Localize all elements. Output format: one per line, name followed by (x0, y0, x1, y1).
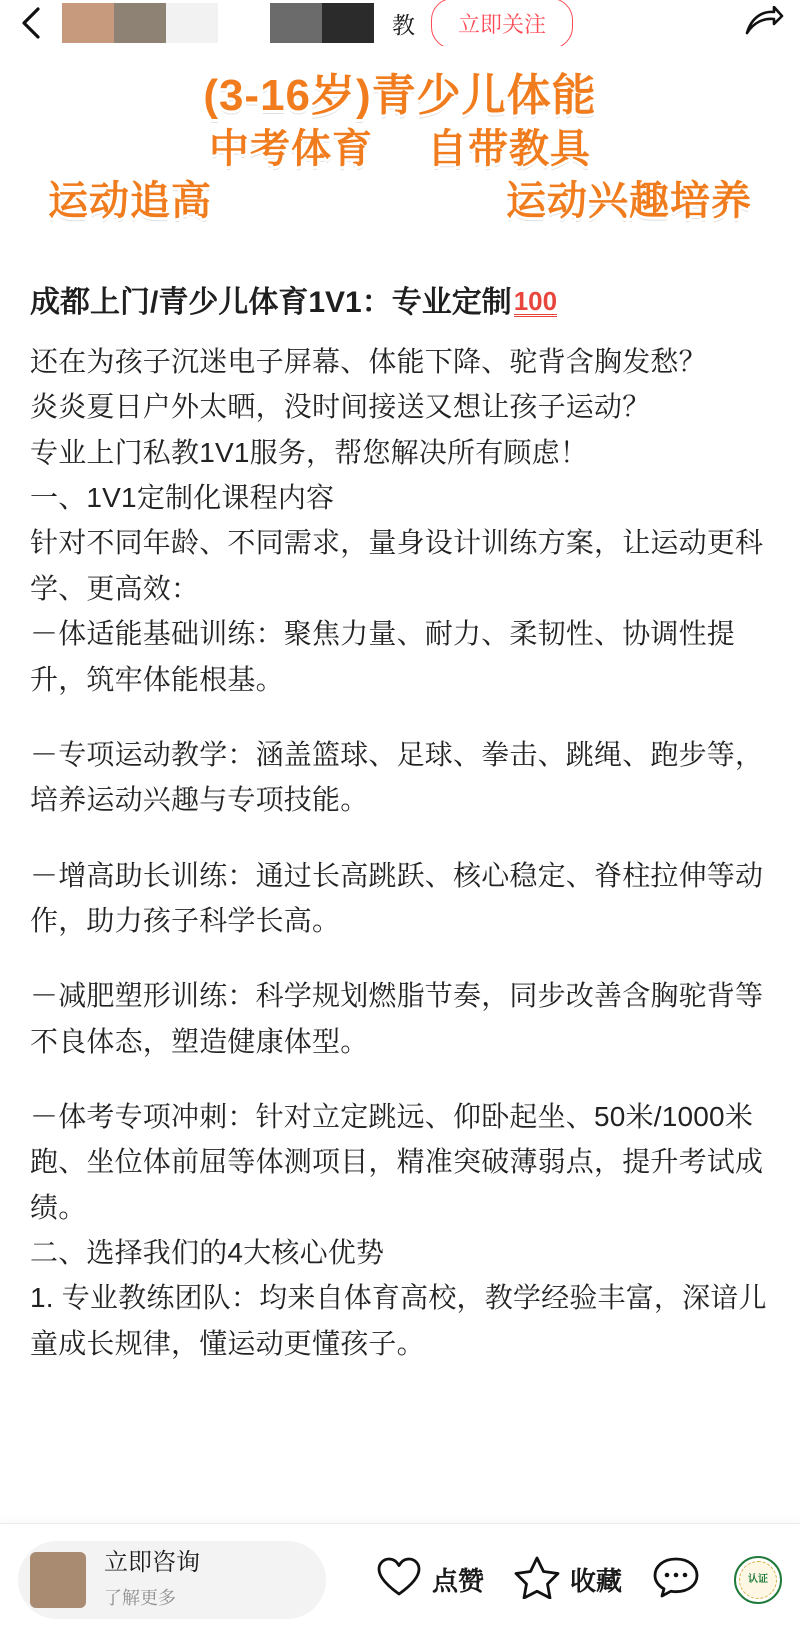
promo-banner-image (0, 46, 800, 258)
banner-line-3-left: 运动追高 (48, 179, 212, 223)
post-paragraph: 1. 专业教练团队：均来自体育高校，教学经验丰富，深谙儿童成长规律，懂运动更懂孩子。 (30, 1282, 767, 1359)
author-avatar[interactable] (62, 3, 374, 43)
post-bullet: －减肥塑形训练：科学规划燃脂节奏，同步改善含胸驼背等不良体态，塑造健康体型。 (30, 980, 764, 1057)
post-bullet: －体考专项冲刺：针对立定跳远、仰卧起坐、50米/1000米跑、坐位体前屈等体测项目，精准突破薄弱点，提升考试成绩。 (30, 1101, 764, 1223)
consult-texts (104, 1549, 200, 1610)
heart-icon (376, 1556, 422, 1603)
post-paragraph: 炎炎夏日户外太晒，没时间接送又想让孩子运动？ (30, 391, 651, 423)
avatar-swatch (218, 3, 270, 43)
paragraph-spacer (30, 943, 770, 973)
avatar-swatch (62, 3, 114, 43)
like-button[interactable] (376, 1556, 484, 1603)
paragraph-spacer (30, 702, 770, 732)
avatar-swatch (322, 3, 374, 43)
author-name[interactable]: 教 (392, 11, 415, 38)
avatar-swatch (270, 3, 322, 43)
action-buttons (376, 1555, 782, 1604)
bottom-action-bar (0, 1523, 800, 1635)
star-icon (514, 1555, 560, 1604)
consult-button[interactable] (18, 1541, 326, 1619)
like-label: 点赞 (431, 1566, 484, 1596)
favorite-button[interactable] (514, 1555, 622, 1604)
paragraph-spacer (30, 1064, 770, 1094)
post-paragraph: 还在为孩子沉迷电子屏幕、体能下降、驼背含胸发愁？ (30, 346, 707, 377)
paragraph-spacer (30, 823, 770, 853)
consult-title: 立即咨询 (104, 1549, 200, 1577)
post-content (0, 258, 800, 1366)
back-chevron-icon[interactable] (14, 6, 48, 40)
banner-line-2-left: 中考体育 (209, 127, 373, 171)
banner-line-3-right: 运动兴趣培养 (506, 179, 752, 223)
consult-thumbnail (30, 1552, 86, 1608)
favorite-label: 收藏 (569, 1566, 622, 1596)
post-section-heading: 一、1V1定制化课程内容 (30, 482, 335, 514)
post-bullet: －体适能基础训练：聚焦力量、耐力、柔韧性、协调性提升，筑牢体能根基。 (30, 618, 736, 695)
post-paragraph: 针对不同年龄、不同需求，量身设计训练方案，让运动更科学、更高效： (30, 527, 764, 604)
post-section-heading: 二、选择我们的4大核心优势 (30, 1237, 385, 1269)
post-paragraph: 专业上门私教1V1服务，帮您解决所有顾虑！ (30, 436, 589, 468)
share-arrow-icon[interactable] (742, 4, 786, 42)
page-title (30, 280, 770, 325)
consult-subtitle: 了解更多 (104, 1587, 176, 1608)
banner-line-2 (30, 123, 770, 175)
comment-icon (652, 1555, 700, 1604)
hundred-points-icon: 100 (513, 286, 558, 316)
avatar-swatch (114, 3, 166, 43)
banner-line-1: (3-16岁)青少儿体能 (203, 71, 597, 120)
banner-line-2-right: 自带教具 (427, 127, 591, 171)
follow-button[interactable]: 立即关注 (431, 0, 573, 46)
banner-line-3 (30, 175, 770, 227)
post-bullet: －增高助长训练：通过长高跳跃、核心稳定、脊柱拉伸等动作，助力孩子科学长高。 (30, 859, 764, 936)
verified-seal-icon (734, 1556, 782, 1604)
comment-button[interactable] (652, 1555, 700, 1604)
avatar-swatch (166, 3, 218, 43)
post-bullet: －专项运动教学：涵盖篮球、足球、拳击、跳绳、跑步等，培养运动兴趣与专项技能。 (30, 738, 764, 816)
page-title-text: 成都上门/青少儿体育1V1：专业定制 (30, 286, 512, 319)
top-navigation-bar (0, 0, 800, 46)
verified-seal-text: 认证 (739, 1561, 777, 1599)
